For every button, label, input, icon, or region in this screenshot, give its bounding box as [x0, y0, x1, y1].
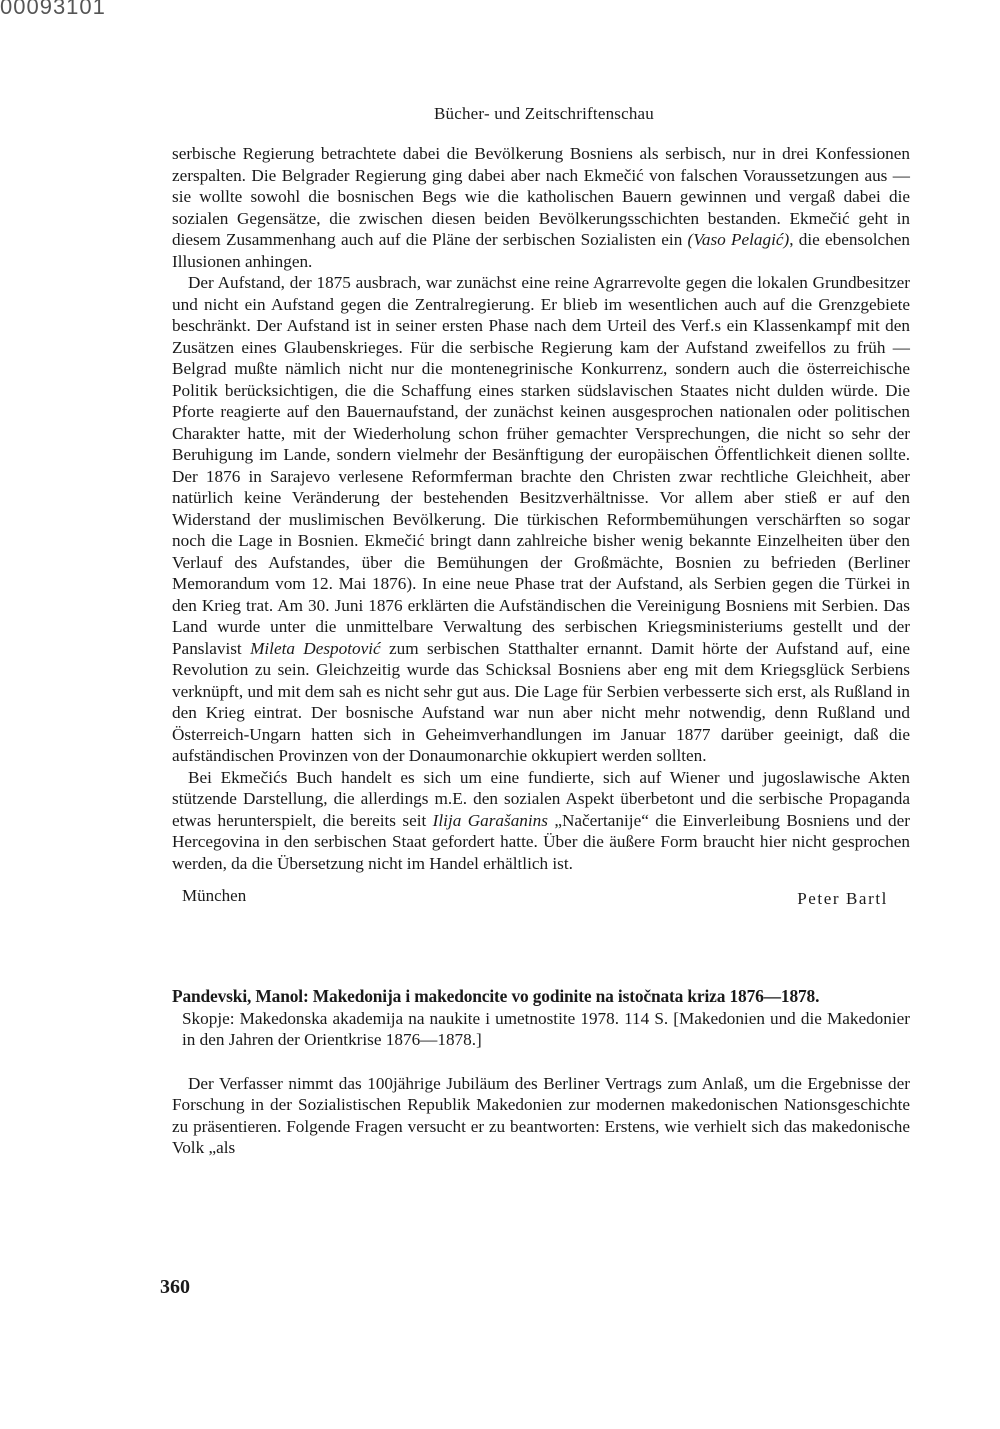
review-pandevski-text [172, 1073, 910, 1159]
text-run: Bei Ekmečićs Buch handelt es sich um eine fundierte, sich auf Wiener und jugoslawische Akten stützende Darstellung, die allerdings m.E. den sozialen Aspekt überbetont und die serbische Propaganda etwas herunterspielt, die bereits seit [172, 767, 910, 830]
italic-name: Mileta Despotović [250, 638, 381, 658]
scan-id: 00093101 [0, 0, 106, 19]
review2-heading: Pandevski, Manol: Makedonija i makedoncite vo godinite na istočnata kriza 1876—1878. [172, 986, 820, 1006]
review1-place: München [182, 886, 247, 905]
main-column [172, 143, 910, 1159]
text-run: serbische Regierung betrachtete dabei die Bevölkerung Bosniens als serbisch, nur in drei Konfessionen zerspalten. Die Belgrader Regierung ging dabei aber nach Ekmečić von falschen Voraussetzungen aus — sie wollte sowohl die bosnischen Begs wie die katholischen Bauern gewinnen und vergaß dabei die sozialen Gegensätze, die zwischen diesen beiden Bevölkerungsschichten bestanden. Ekmečić geht in diesem Zusammenhang auch auf die Pläne der serbischen Sozialisten ein [172, 144, 910, 249]
text-run: „Načertanije“ die Einverleibung Bosniens und der Hercegovina in den serbischen Staat gefordert hatte. Über die äußere Form braucht hier nicht gesprochen werden, da die Übersetzung nicht im Handel erhältlich ist. [172, 810, 910, 873]
text-run: zum serbischen Statthalter ernannt. Damit hörte der Aufstand auf, eine Revolution zu sein. Gleichzeitig wurde das Schicksal Bosniens aber eng mit dem Kriegsglück Serbiens verknüpft, und mit dem sah es nicht sehr gut aus. Die Lage für Serbien verbesserte sich erst, als Rußland in den Krieg eintrat. Der bosnische Aufstand war nun aber nicht mehr notwendig, denn Rußland und Österreich-Ungarn hatten sich in Geheimverhandlungen im Januar 1877 darüber geeinigt, daß die aufständischen Provinzen von der Donaumonarchie okkupiert werden sollten. [172, 638, 910, 765]
review-ekmecic-text [172, 143, 910, 874]
italic-name: (Vaso Pelagić) [687, 230, 790, 249]
review1-paragraph-2 [172, 272, 910, 767]
text-run: Der Verfasser nimmt das 100jährige Jubiläum des Berliner Vertrags zum Anlaß, um die Ergebnisse der Forschung in der Sozialistischen Republik Makedonien zur modernen makedonischen Nationsgeschichte zu präsentieren. Folgende Fragen versucht er zu beantworten: Erstens, wie verhielt sich das makedonische Volk „als [172, 1073, 910, 1157]
review1-paragraph-1 [172, 143, 910, 272]
review2-paragraph-1 [172, 1073, 910, 1159]
review1-paragraph-3 [172, 767, 910, 875]
text-run: Der Aufstand, der 1875 ausbrach, war zunächst eine reine Agrarrevolte gegen die lokalen Grundbesitzer und nicht ein Aufstand gegen die Zentralregierung. Er blieb im wesentlichen auch auf die Grenzgebiete beschränkt. Der Aufstand ist in seiner ersten Phase nach dem Urteil des Verf.s ein Klassenkampf mit den Zusätzen eines Glaubenskrieges. Für die serbische Regierung kam der Aufstand zweifellos zu früh — Belgrad mußte nämlich nicht nur die montenegrinische Konkurrenz, sondern auch die österreichische Politik berücksichtigen, die die Schaffung eines starken südslavischen Staates nicht dulden würde. Die Pforte reagierte auf den Bauernaufstand, der zunächst keinen ausgesprochen nationalen oder politischen Charakter hatte, mit der Wiederholung schon früher gemachter Versprechungen, die nicht so sehr der Beruhigung im Lande, sondern vielmehr der Besänftigung der europäischen Öffentlichkeit dienen sollte. Der 1876 in Sarajevo verlesene Reformferman brachte den Christen zwar rechtliche Gleichheit, aber natürlich keine Veränderung der bestehenden Besitzverhältnisse. Vor allem aber stieß er auf den Widerstand der muslimischen Bevölkerung. Die türkischen Reformbemühungen verschärften so sogar noch die Lage in Bosnien. Ekmečić bringt dann zahlreiche bisher wenig bekannte Einzelheiten über den Verlauf des Aufstandes, über die Bemühungen der Großmächte, Bosnien zu befrieden (Berliner Memorandum vom 12. Mai 1876). In eine neue Phase trat der Aufstand, als Serbien gegen die Türkei in den Krieg trat. Am 30. Juni 1876 erklärten die Aufständischen die Vereinigung Bosniens mit Serbien. Das Land wurde unter die unmittelbare Verwaltung des serbischen Kriegsministeriums gestellt und der Panslavist [172, 273, 910, 658]
review2-citation [172, 986, 910, 1051]
review1-reviewer: Peter Bartl [797, 889, 888, 908]
review2-publication: Skopje: Makedonska akademija na naukite i umetnostite 1978. 114 S. [Makedonien und die Makedonier in den Jahren der Orientkrise 1876—1878.] [182, 1008, 910, 1049]
italic-name: Ilija Garašanins [432, 810, 548, 830]
page-number: 360 [160, 1276, 190, 1298]
text-run: , die ebensolchen Illusionen anhingen. [172, 230, 910, 271]
running-head: Bücher- und Zeitschriftenschau [434, 104, 654, 123]
review1-signature [172, 886, 910, 910]
